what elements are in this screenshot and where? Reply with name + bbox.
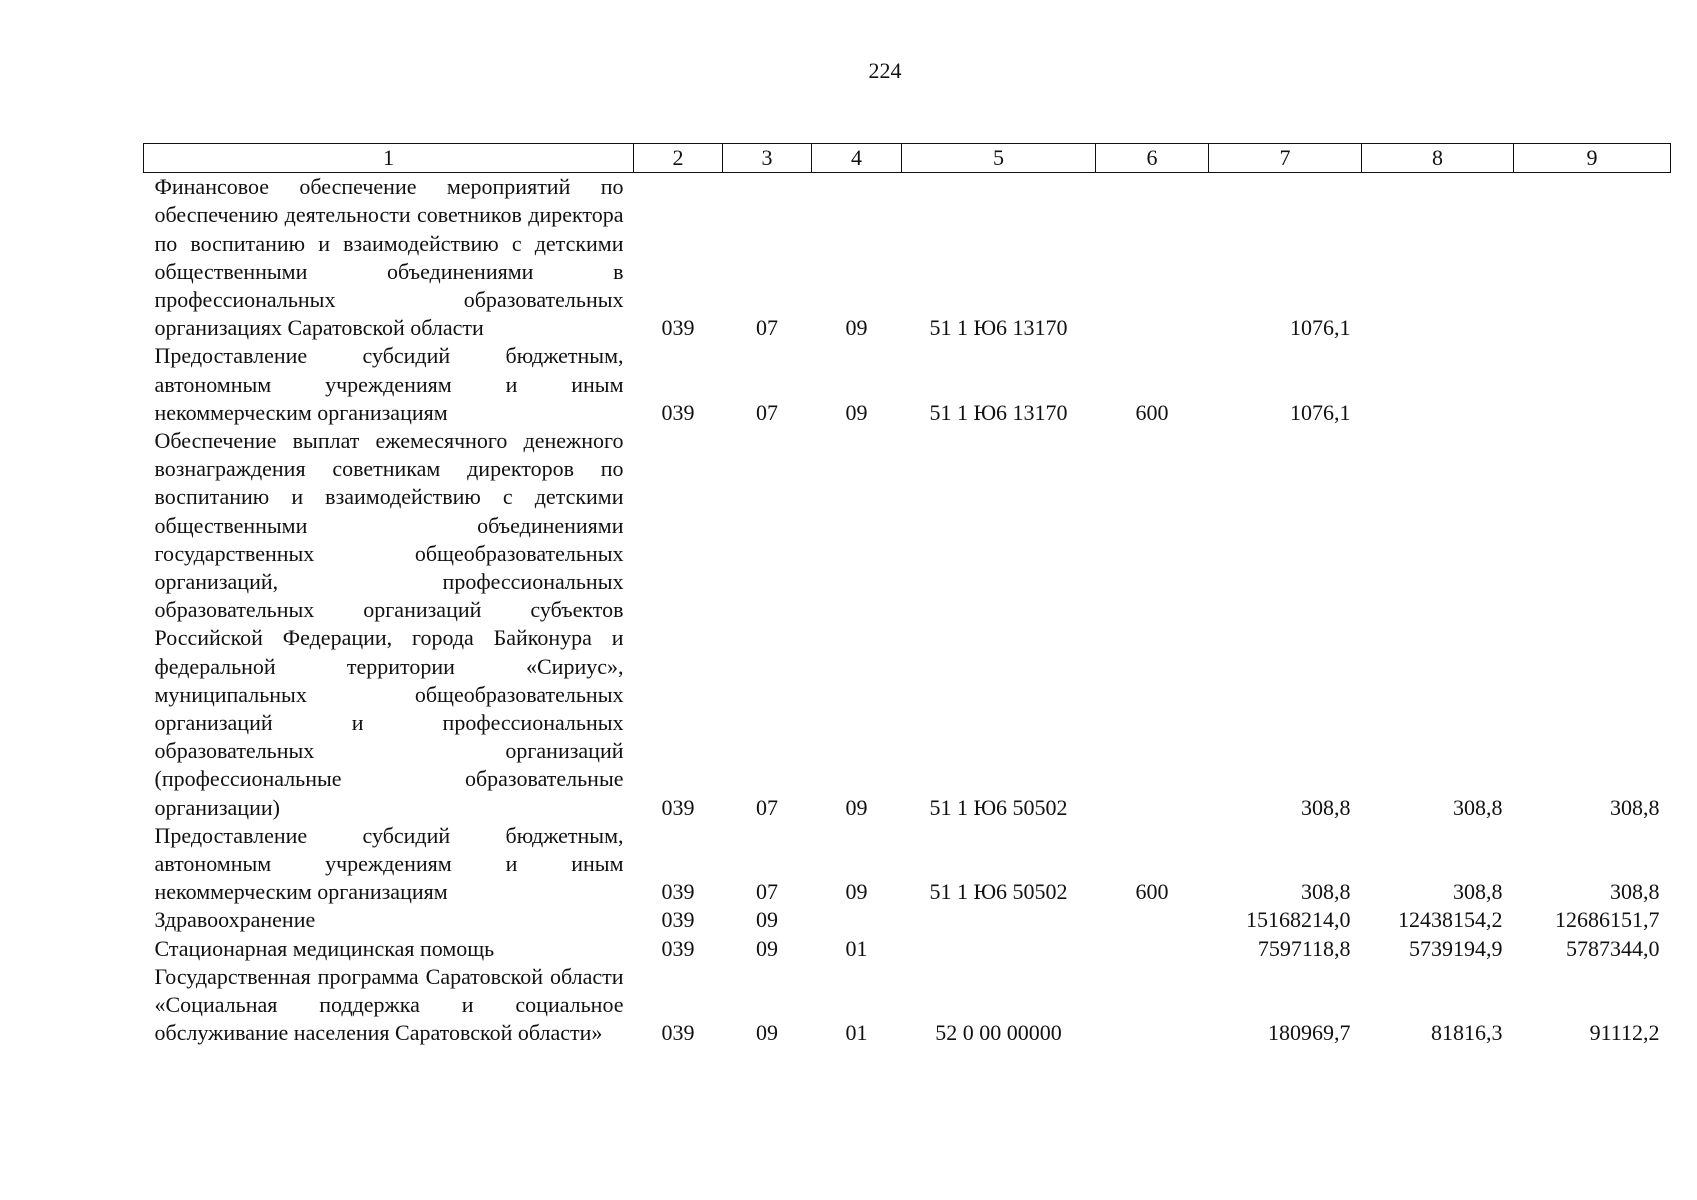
amount-col9: 12686151,7 [1555,907,1660,933]
ministry-code: 039 [661,315,695,341]
amount-col7: 308,8 [1301,879,1351,905]
expense-type [1096,906,1209,934]
expense-type [1096,173,1209,343]
table-row [144,342,1671,427]
amount-col8: 81816,3 [1431,1020,1503,1046]
subsection-code: 01 [845,1020,868,1046]
target-article: 51 1 Ю6 13170 [929,399,1068,425]
row-name: Предоставление субсидий бюджетным, автономным учреждениям и иным некоммерческим организациям [154,822,624,905]
row-name: Стационарная медицинская помощь [154,935,495,961]
section-code: 09 [756,1020,778,1046]
row-name: Предоставление субсидий бюджетным, автономным учреждениям и иным некоммерческим организациям [154,343,624,425]
column-header: 5 [902,144,1096,173]
target-article [902,906,1096,934]
section-code: 07 [756,399,778,425]
section-code: 07 [756,315,778,341]
section-code: 07 [756,794,778,820]
section-code: 09 [756,907,778,933]
column-header: 3 [723,144,812,173]
ministry-code: 039 [661,1020,695,1046]
amount-col8: 5739194,9 [1409,935,1503,961]
amount-col9: 308,8 [1610,879,1660,905]
column-header: 6 [1096,144,1209,173]
table-row [144,906,1671,934]
amount-col9 [1514,342,1671,427]
target-article: 51 1 Ю6 13170 [929,315,1068,341]
section-code: 07 [756,879,778,905]
table-row [144,935,1671,963]
amount-col7: 1076,1 [1290,315,1351,341]
amount-col9: 91112,2 [1589,1020,1660,1046]
row-name: Государственная программа Саратовской области «Социальная поддержка и социальное обслуживание населения Саратовской области» [154,963,624,1046]
ministry-code: 039 [661,399,695,425]
row-name: Здравоохранение [154,907,316,933]
amount-col9: 308,8 [1610,794,1660,820]
table-row [144,427,1671,822]
subsection-code: 09 [845,794,868,820]
amount-col8 [1362,173,1514,343]
column-header: 1 [144,144,634,173]
ministry-code: 039 [661,794,695,820]
column-header: 8 [1362,144,1514,173]
amount-col8 [1362,342,1514,427]
expense-type [1096,935,1209,963]
target-article: 51 1 Ю6 50502 [929,879,1068,905]
subsection-code: 09 [845,879,868,905]
target-article: 52 0 00 00000 [935,1020,1062,1046]
ministry-code: 039 [661,879,695,905]
amount-col7: 7597118,8 [1257,935,1351,961]
column-header: 7 [1209,144,1362,173]
amount-col9: 5787344,0 [1566,935,1660,961]
column-header: 9 [1514,144,1671,173]
table-row [144,963,1671,1048]
budget-table [143,143,1671,1048]
ministry-code: 039 [661,935,695,961]
header-row [144,144,1671,173]
expense-type: 600 [1135,399,1169,425]
column-header: 2 [634,144,723,173]
amount-col8: 308,8 [1453,879,1503,905]
section-code: 09 [756,935,778,961]
subsection-code: 09 [845,399,868,425]
expense-type [1096,427,1209,822]
subsection-code: 09 [845,315,868,341]
amount-col7: 15168214,0 [1246,907,1351,933]
amount-col7: 180969,7 [1268,1020,1351,1046]
column-header: 4 [812,144,902,173]
expense-type [1096,963,1209,1048]
amount-col9 [1514,173,1671,343]
amount-col8: 308,8 [1453,794,1503,820]
table-row [144,822,1671,907]
amount-col8: 12438154,2 [1398,907,1503,933]
amount-col7: 1076,1 [1290,399,1351,425]
page-number: 224 [868,58,902,83]
subsection-code [812,906,902,934]
target-article: 51 1 Ю6 50502 [929,794,1068,820]
expense-type: 600 [1135,879,1169,905]
table-row [144,173,1671,343]
row-name: Финансовое обеспечение мероприятий по обеспечению деятельности советников директора по воспитанию и взаимодействию с детскими общественными объединениями в профессиональных образовательных организациях Саратовской области [154,174,624,341]
ministry-code: 039 [661,907,695,933]
subsection-code: 01 [845,935,868,961]
amount-col7: 308,8 [1301,794,1351,820]
target-article [902,935,1096,963]
row-name: Обеспечение выплат ежемесячного денежного вознаграждения советникам директоров по воспитанию и взаимодействию с детскими общественными объединениями государственных общеобразовательных организаций, профессиональных образовательных организаций субъектов Российской Федерации, города Байконура и федеральной территории «Сириус», муниципальных общеобразовательных организаций и профессиональных образовательных организаций (профессиональные образовательные организации) [154,428,624,820]
